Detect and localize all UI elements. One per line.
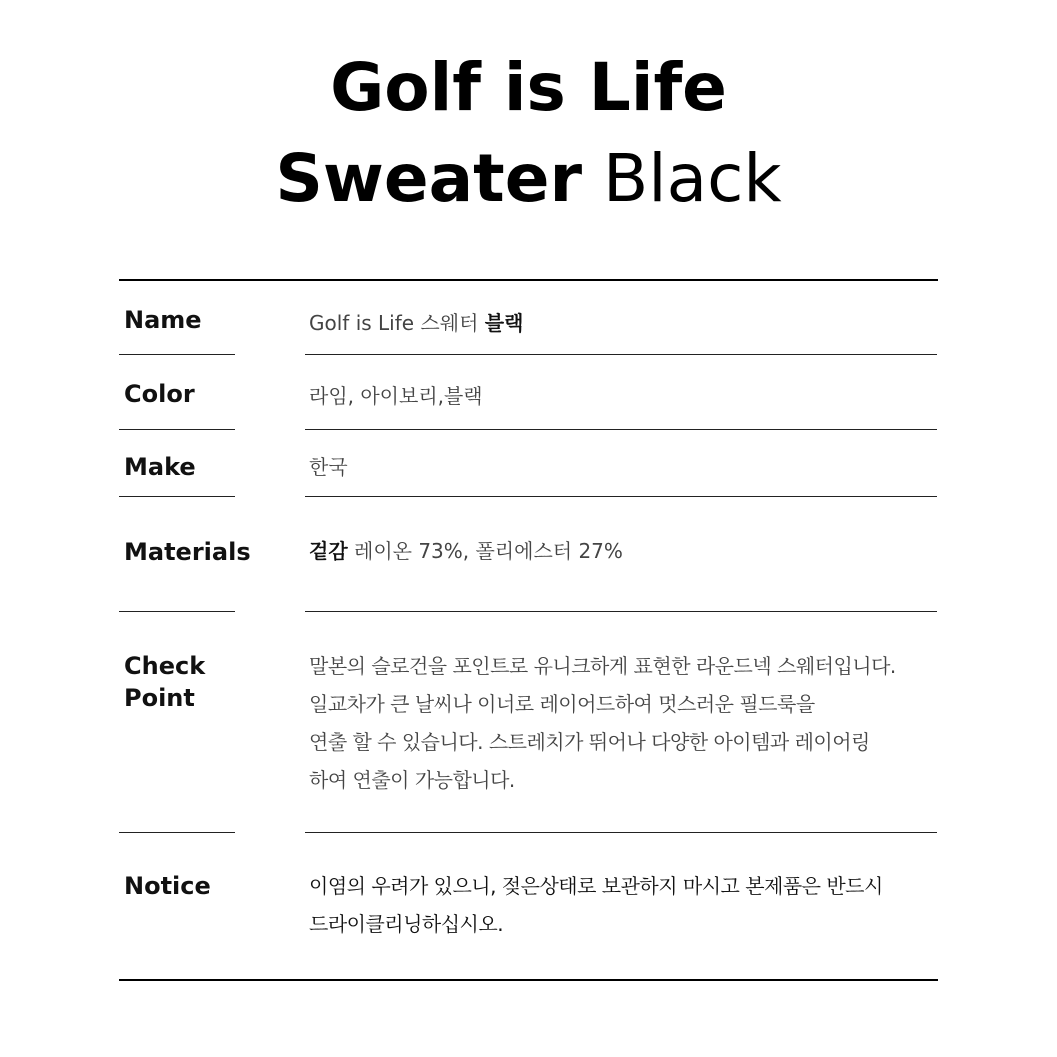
label-check-point-line-1: Check bbox=[124, 652, 206, 680]
divider-label bbox=[119, 832, 235, 833]
value-notice bbox=[309, 867, 945, 943]
divider-label bbox=[119, 611, 235, 612]
label-make: Make bbox=[124, 453, 196, 481]
title-color: Black bbox=[603, 140, 782, 217]
value-materials-bold: 겉감 bbox=[309, 539, 348, 563]
label-check-point bbox=[124, 650, 205, 714]
divider-label bbox=[119, 496, 235, 497]
table-top-border bbox=[119, 279, 938, 281]
value-make: 한국 bbox=[309, 455, 348, 479]
label-check-point-line-2: Point bbox=[124, 684, 195, 712]
divider-value bbox=[305, 496, 937, 497]
value-color: 라임, 아이보리,블랙 bbox=[309, 384, 483, 408]
title-product-name: Sweater bbox=[275, 140, 583, 217]
value-name-text: Golf is Life 스웨터 bbox=[309, 311, 479, 335]
divider-label bbox=[119, 354, 235, 355]
label-color: Color bbox=[124, 380, 195, 408]
divider-value bbox=[305, 832, 937, 833]
divider-value bbox=[305, 611, 937, 612]
table-bottom-border bbox=[119, 979, 938, 981]
check-point-line: 연출 할 수 있습니다. 스트레치가 뛰어나 다양한 아이템과 레이어링 bbox=[309, 730, 870, 754]
title-line-1: Golf is Life bbox=[330, 49, 727, 126]
value-check-point bbox=[309, 647, 945, 799]
label-name: Name bbox=[124, 306, 202, 334]
check-point-line: 일교차가 큰 날씨나 이너로 레이어드하여 멋스러운 필드룩을 bbox=[309, 692, 815, 716]
value-materials bbox=[309, 536, 949, 567]
value-name-bold: 블랙 bbox=[484, 311, 524, 335]
divider-value bbox=[305, 429, 937, 430]
value-materials-text: 레이온 73%, 폴리에스터 27% bbox=[354, 539, 623, 563]
label-notice: Notice bbox=[124, 872, 211, 900]
label-materials: Materials bbox=[124, 538, 251, 566]
divider-label bbox=[119, 429, 235, 430]
check-point-line: 하여 연출이 가능합니다. bbox=[309, 768, 515, 792]
title-line-2 bbox=[0, 140, 1057, 217]
notice-line: 이염의 우려가 있으니, 젖은상태로 보관하지 마시고 본제품은 반드시 bbox=[309, 874, 883, 898]
value-name bbox=[309, 308, 949, 339]
check-point-line: 말본의 슬로건을 포인트로 유니크하게 표현한 라운드넥 스웨터입니다. bbox=[309, 654, 896, 678]
divider-value bbox=[305, 354, 937, 355]
notice-line: 드라이클리닝하십시오. bbox=[309, 912, 504, 936]
